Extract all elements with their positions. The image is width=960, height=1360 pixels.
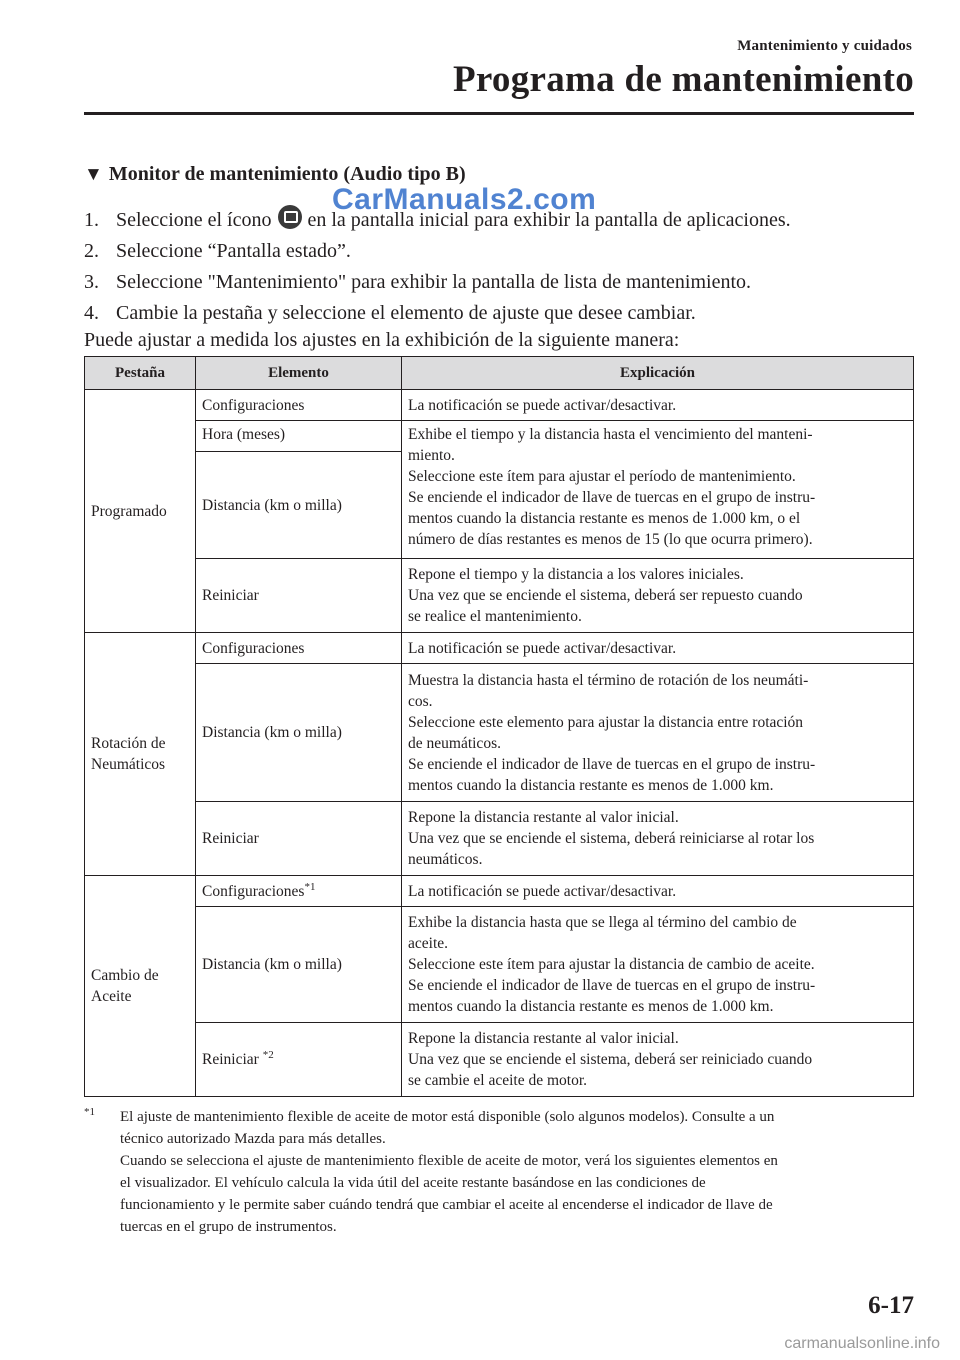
explanation-cell: La notificación se puede activar/desactivar. — [402, 390, 914, 421]
item-cell: Configuraciones — [196, 390, 402, 421]
page-number: 6-17 — [868, 1292, 914, 1319]
step-number: 2. — [84, 240, 99, 262]
step-2 — [84, 236, 924, 267]
footnote-ref: *2 — [262, 1049, 274, 1061]
explanation-cell: La notificación se puede activar/desactivar. — [402, 633, 914, 664]
explanation-cell: Repone la distancia restante al valor inicial. Una vez que se enciende el sistema, deberá ser reiniciado cuando se cambie el aceite de motor. — [402, 1023, 914, 1097]
item-cell: Reiniciar — [196, 559, 402, 633]
item-cell — [196, 876, 402, 907]
explanation-cell: Exhibe el tiempo y la distancia hasta el vencimiento del manteni- miento. Seleccione este ítem para ajustar el período de mantenimiento. Se enciende el indicador de llave de tuercas en el grupo de instru- mentos cuando la distancia restante es menos de 1.000 km, o el número de días restantes es menos de 15 (lo que ocurra primero). — [402, 421, 914, 559]
item-label: Reiniciar — [202, 1051, 263, 1068]
table-row — [85, 876, 914, 907]
table-row — [85, 421, 914, 452]
site-watermark: carmanualsonline.info — [784, 1335, 940, 1352]
item-cell — [196, 1023, 402, 1097]
explanation-cell: Repone la distancia restante al valor inicial. Una vez que se enciende el sistema, deberá reiniciarse al rotar los neumáticos. — [402, 802, 914, 876]
table-row — [85, 633, 914, 664]
footnote-ref: *1 — [304, 880, 316, 893]
explanation-cell: La notificación se puede activar/desactivar. — [402, 876, 914, 907]
item-cell: Reiniciar — [196, 802, 402, 876]
step-3 — [84, 267, 924, 298]
table-row — [85, 802, 914, 876]
header-tab: Pestaña — [85, 357, 196, 390]
tab-cell: Rotación de Neumáticos — [85, 633, 196, 876]
table-header-row — [85, 357, 914, 390]
table-row — [85, 664, 914, 802]
table-row — [85, 1023, 914, 1097]
tab-cell: Cambio de Aceite — [85, 876, 196, 1097]
step-text: en la pantalla inicial para exhibir la pantalla de aplicaciones. — [307, 209, 791, 231]
triangle-down-icon: ▼ — [84, 164, 103, 185]
settings-table — [84, 356, 914, 1097]
app-icon — [278, 205, 302, 229]
header-item: Elemento — [196, 357, 402, 390]
step-1 — [84, 205, 924, 236]
item-cell: Distancia (km o milla) — [196, 452, 402, 559]
item-cell: Distancia (km o milla) — [196, 664, 402, 802]
table-row — [85, 907, 914, 1023]
tab-cell: Programado — [85, 390, 196, 633]
step-text: Seleccione "Mantenimiento" para exhibir la pantalla de lista de mantenimiento. — [116, 271, 751, 293]
explanation-cell: Repone el tiempo y la distancia a los valores iniciales. Una vez que se enciende el sistema, deberá ser repuesto cuando se realice el mantenimiento. — [402, 559, 914, 633]
explanation-cell: Exhibe la distancia hasta que se llega al término del cambio de aceite. Seleccione este ítem para ajustar la distancia de cambio de aceite. Se enciende el indicador de llave de tuercas en el grupo de instru- mentos cuando la distancia restante es menos de 1.000 km. — [402, 907, 914, 1023]
item-cell: Configuraciones — [196, 633, 402, 664]
footnote — [84, 1106, 914, 1238]
footnote-text: El ajuste de mantenimiento flexible de aceite de motor está disponible (solo algunos modelos). Consulte a un técnico autorizado Mazda para más detalles. Cuando se selecciona el ajuste de mantenimiento flexible de aceite de motor, verá los siguientes elementos en el visualizador. El vehículo calcula la vida útil del aceite restante basándose en las condiciones de funcionamiento y le permite saber cuándo tendrá que cambiar el aceite al encenderse el indicador de llave de tuercas en el grupo de instrumentos. — [120, 1109, 778, 1235]
step-number: 1. — [84, 209, 99, 231]
step-4 — [84, 298, 924, 329]
page-title: Programa de mantenimiento — [452, 59, 914, 100]
header-explanation: Explicación — [402, 357, 914, 390]
step-text: Seleccione “Pantalla estado”. — [116, 240, 351, 262]
step-number: 3. — [84, 271, 99, 293]
table-row — [85, 390, 914, 421]
chapter-title: Mantenimiento y cuidados — [737, 38, 912, 54]
steps-list — [84, 205, 924, 329]
intro-text: Puede ajustar a medida los ajustes en la exhibición de la siguiente manera: — [84, 329, 680, 351]
step-text: Cambie la pestaña y seleccione el elemento de ajuste que desee cambiar. — [116, 302, 696, 324]
item-cell: Distancia (km o milla) — [196, 907, 402, 1023]
watermark: CarManuals2.com — [332, 183, 597, 216]
section-heading-text: Monitor de mantenimiento (Audio tipo B) — [108, 163, 466, 185]
step-number: 4. — [84, 302, 99, 324]
header-rule — [84, 112, 914, 115]
footnote-mark-text: *1 — [84, 1106, 95, 1118]
footnote-mark — [84, 1106, 95, 1128]
step-text: Seleccione el ícono — [116, 209, 272, 231]
table-row — [85, 559, 914, 633]
item-label: Configuraciones — [202, 882, 305, 900]
explanation-cell: Muestra la distancia hasta el término de rotación de los neumáti- cos. Seleccione este elemento para ajustar la distancia entre rotación de neumáticos. Se enciende el indicador de llave de tuercas en el grupo de instru- mentos cuando la distancia restante es menos de 1.000 km. — [402, 664, 914, 802]
item-cell: Hora (meses) — [196, 421, 402, 452]
